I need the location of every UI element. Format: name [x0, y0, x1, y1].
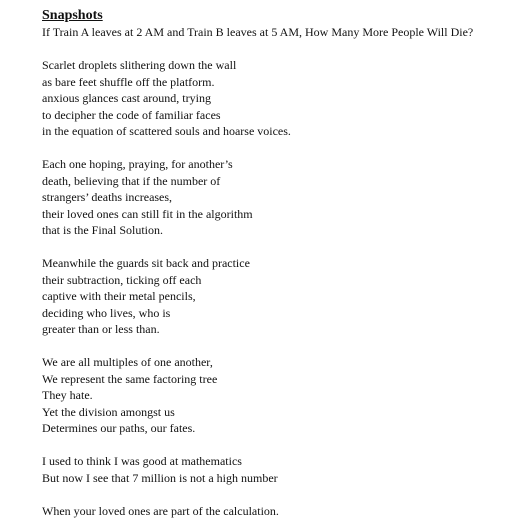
stanza-5	[42, 453, 522, 486]
poem-title: Snapshots	[42, 8, 522, 24]
stanza-gap	[42, 140, 522, 157]
poem-line: Yet the division amongst us	[42, 404, 522, 421]
poem-line: that is the Final Solution.	[42, 222, 522, 239]
stanza-gap	[42, 486, 522, 503]
stanza-1	[42, 57, 522, 140]
stanza-2	[42, 156, 522, 239]
poem-line: Scarlet droplets slithering down the wall	[42, 57, 522, 74]
poem-line: anxious glances cast around, trying	[42, 90, 522, 107]
poem-line: They hate.	[42, 387, 522, 404]
stanza-4	[42, 354, 522, 437]
poem-line: as bare feet shuffle off the platform.	[42, 74, 522, 91]
stanza-3	[42, 255, 522, 338]
poem-line: We represent the same factoring tree	[42, 371, 522, 388]
poem-line: We are all multiples of one another,	[42, 354, 522, 371]
poem-line: I used to think I was good at mathematics	[42, 453, 522, 470]
poem-line: captive with their metal pencils,	[42, 288, 522, 305]
poem-line: to decipher the code of familiar faces	[42, 107, 522, 124]
poem-document	[42, 8, 522, 519]
poem-line: Determines our paths, our fates.	[42, 420, 522, 437]
stanza-6	[42, 503, 522, 519]
poem-line: death, believing that if the number of	[42, 173, 522, 190]
poem-line: When your loved ones are part of the calculation.	[42, 503, 522, 519]
poem-line: their subtraction, ticking off each	[42, 272, 522, 289]
stanza-gap	[42, 239, 522, 256]
poem-line: strangers’ deaths increases,	[42, 189, 522, 206]
poem-line: in the equation of scattered souls and hoarse voices.	[42, 123, 522, 140]
poem-line: Meanwhile the guards sit back and practice	[42, 255, 522, 272]
poem-line: deciding who lives, who is	[42, 305, 522, 322]
poem-line: greater than or less than.	[42, 321, 522, 338]
poem-subtitle: If Train A leaves at 2 AM and Train B leaves at 5 AM, How Many More People Will Die?	[42, 24, 522, 41]
stanza-gap	[42, 41, 522, 58]
stanza-gap	[42, 437, 522, 454]
poem-line: But now I see that 7 million is not a high number	[42, 470, 522, 487]
stanza-gap	[42, 338, 522, 355]
poem-line: Each one hoping, praying, for another’s	[42, 156, 522, 173]
poem-line: their loved ones can still fit in the algorithm	[42, 206, 522, 223]
